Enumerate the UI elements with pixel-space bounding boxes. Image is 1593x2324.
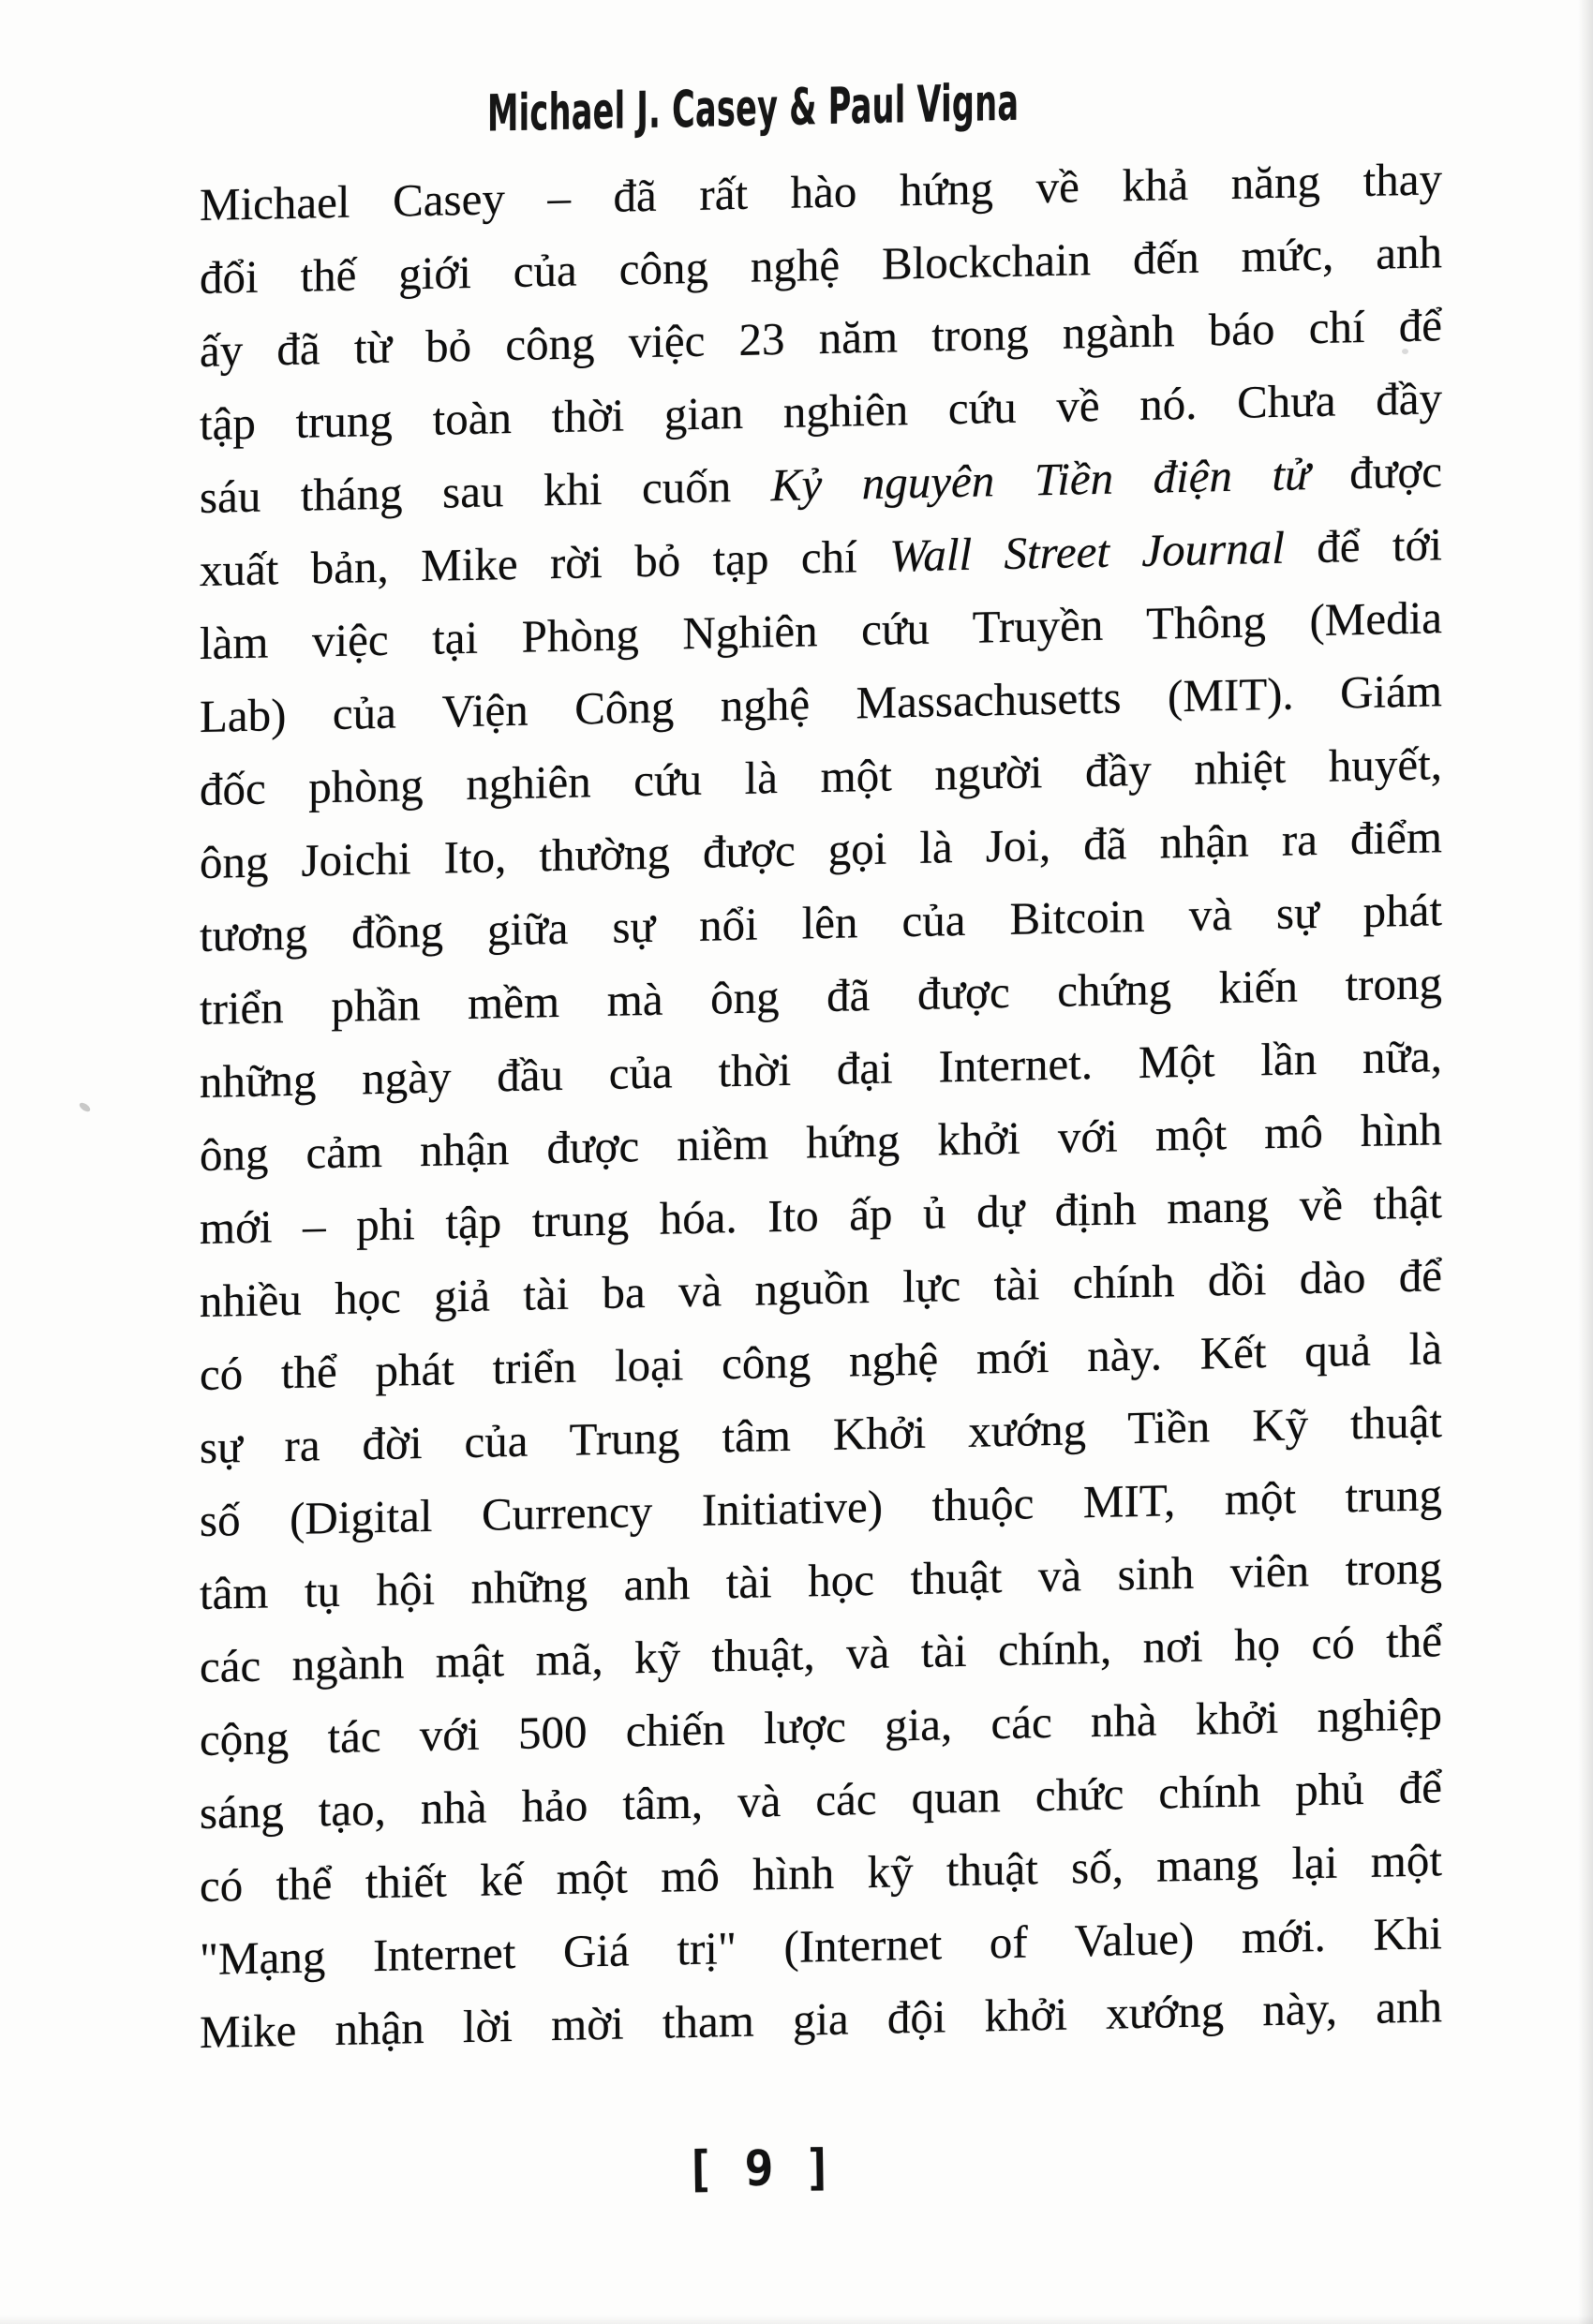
text-run: cộng tác với 500 chiến lược gia, các nhà khởi nghiệp xyxy=(200,1688,1442,1765)
italic-text-run: Wall Street Journal xyxy=(889,521,1285,582)
text-run: xuất bản, Mike rời bỏ tạp chí xyxy=(200,529,890,596)
text-run: triển phần mềm mà ông đã được chứng kiến trong xyxy=(200,957,1442,1035)
text-run: "Mạng Internet Giá trị" (Internet of Value) mới. Khi xyxy=(200,1907,1442,1985)
text-run: nhiều học giả tài ba và nguồn lực tài chính dồi dào để xyxy=(200,1249,1442,1327)
text-run: Lab) của Viện Công nghệ Massachusetts (MIT). Giám xyxy=(200,664,1442,742)
text-run: để tới xyxy=(1284,518,1442,574)
page-content xyxy=(200,64,1443,2058)
page-number-bracket-right: ] xyxy=(803,2139,834,2197)
text-run: ấy đã từ bỏ công việc 23 năm trong ngành báo chí để xyxy=(200,299,1442,377)
text-run: được xyxy=(1309,445,1443,500)
text-run: sự ra đời của Trung tâm Khởi xướng Tiền Kỹ thuật xyxy=(200,1395,1442,1473)
text-run: có thể thiết kế một mô hình kỹ thuật số, mang lại một xyxy=(200,1834,1442,1912)
text-run: tập trung toàn thời gian nghiên cứu về nó. Chưa đầy xyxy=(200,372,1442,450)
text-run: Michael Casey – đã rất hào hứng về khả năng thay xyxy=(200,153,1442,231)
page-number-inner xyxy=(670,2139,849,2198)
text-run: những ngày đầu của thời đại Internet. Một lần nữa, xyxy=(200,1030,1442,1108)
running-head xyxy=(487,71,1106,143)
scan-edge-shadow-bottom xyxy=(0,2315,1593,2324)
body-text xyxy=(200,142,1442,2069)
text-run: tâm tụ hội những anh tài học thuật và sinh viên trong xyxy=(200,1542,1442,1619)
text-run: sáu tháng sau khi cuốn xyxy=(200,459,771,523)
scan-mark xyxy=(78,1101,92,1113)
page-number xyxy=(0,2129,1593,2208)
text-run: tương đồng giữa sự nổi lên của Bitcoin và sự phát xyxy=(200,884,1442,961)
text-run: mới – phi tập trung hóa. Ito ấp ủ dự định mang về thật xyxy=(200,1176,1442,1254)
text-run: số (Digital Currency Initiative) thuộc MIT, một trung xyxy=(200,1468,1442,1546)
text-run: ông cảm nhận được niềm hứng khởi với một mô hình xyxy=(200,1103,1442,1181)
text-run: các ngành mật mã, kỹ thuật, và tài chính, nơi họ có thể xyxy=(200,1615,1442,1692)
page-number-value: 9 xyxy=(743,2140,775,2197)
running-head-title: Michael J. Casey & Paul Vigna xyxy=(487,72,1020,143)
scan-edge-shadow-right xyxy=(1578,0,1593,2324)
page-number-bracket-left: [ xyxy=(684,2141,715,2198)
text-run: làm việc tại Phòng Nghiên cứu Truyền Thông (Media xyxy=(200,591,1442,669)
text-run: sáng tạo, nhà hảo tâm, và các quan chức chính phủ để xyxy=(200,1761,1442,1839)
text-run: Mike nhận lời mời tham gia đội khởi xướng này, anh xyxy=(200,1980,1442,2058)
text-run: đổi thế giới của công nghệ Blockchain đến mức, anh xyxy=(200,226,1442,304)
text-run: ông Joichi Ito, thường được gọi là Joi, đã nhận ra điểm xyxy=(200,811,1442,888)
text-run: có thể phát triển loại công nghệ mới này. Kết quả là xyxy=(200,1322,1442,1400)
italic-text-run: Kỷ nguyên Tiền điện tử xyxy=(770,448,1310,512)
text-run: đốc phòng nghiên cứu là một người đầy nhiệt huyết, xyxy=(200,737,1442,815)
